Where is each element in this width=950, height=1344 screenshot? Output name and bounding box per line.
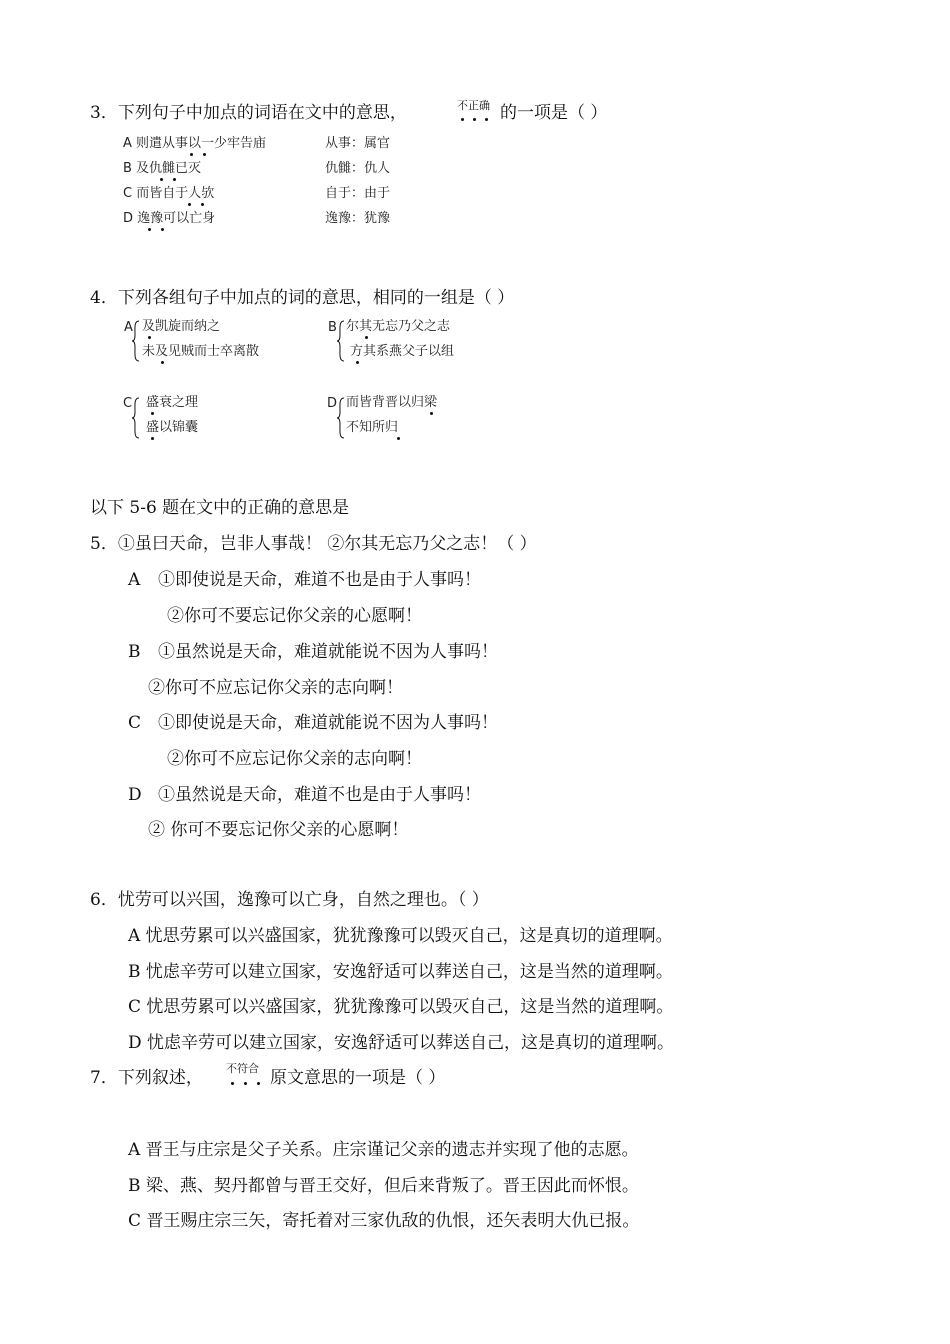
q4-line: 未及见贼而士卒离散 bbox=[142, 344, 260, 359]
q4-group-label: A bbox=[124, 320, 133, 335]
q5-option-line: ②你可不要忘记你父亲的心愿啊！ bbox=[167, 606, 422, 626]
q5-option-label: C bbox=[128, 713, 142, 733]
q7-stem-prefix: 7．下列叙述， bbox=[90, 1068, 203, 1088]
q4-group-label: D bbox=[327, 396, 338, 411]
emphasis-dot bbox=[430, 412, 433, 415]
q7-option: C 晋王赐庄宗三矢，寄托着对三家仇敌的仇恨，还矢表明大仇已报。 bbox=[128, 1211, 640, 1231]
q3-option-sentence: B 及仇雠已灭 bbox=[123, 161, 202, 176]
emphasis-dot bbox=[148, 228, 151, 231]
q3-stem-suffix: 的一项是（ ） bbox=[500, 103, 608, 123]
emphasis-dot bbox=[461, 118, 464, 121]
emphasis-dot bbox=[257, 1082, 260, 1085]
q5-option-line: ①虽然说是天命，难道不也是由于人事吗！ bbox=[158, 785, 481, 805]
brace-icon bbox=[336, 320, 345, 362]
q7-stem-suffix: 原文意思的一项是（ ） bbox=[270, 1068, 446, 1088]
q6-option: C 忧思劳累可以兴盛国家，犹犹豫豫可以毁灭自己，这是当然的道理啊。 bbox=[128, 997, 674, 1017]
emphasis-dot bbox=[485, 118, 488, 121]
emphasis-dot bbox=[151, 412, 154, 415]
q5-option-label: B bbox=[128, 642, 141, 662]
q4-stem: 4．下列各组句子中加点的词的意思，相同的一组是（ ） bbox=[90, 288, 515, 308]
emphasis-dot bbox=[203, 153, 206, 156]
brace-icon bbox=[131, 397, 140, 439]
q4-line: 不知所归 bbox=[346, 420, 399, 435]
q7-option: B 梁、燕、契丹都曾与晋王交好，但后来背叛了。晋王因此而怀恨。 bbox=[128, 1176, 639, 1196]
emphasis-dot bbox=[365, 336, 368, 339]
q3-option-gloss: 从事：属官 bbox=[325, 136, 391, 151]
q4-group-label: B bbox=[328, 320, 337, 335]
q5-option-line: ①即使说是天命，难道就能说不因为人事吗！ bbox=[158, 713, 498, 733]
q4-group-label: C bbox=[123, 396, 133, 411]
q3-marked-text: 不正确 bbox=[457, 99, 490, 112]
q3-option-gloss: 自于：由于 bbox=[325, 186, 391, 201]
q5-option-line: ①即使说是天命，难道不也是由于人事吗！ bbox=[158, 570, 481, 590]
emphasis-dot bbox=[473, 118, 476, 121]
emphasis-dot bbox=[190, 153, 193, 156]
q5-option-label: D bbox=[128, 785, 142, 805]
q3-option-gloss: 逸豫：犹豫 bbox=[325, 211, 391, 226]
q6-option: B 忧虑辛劳可以建立国家，安逸舒适可以葬送自己，这是当然的道理啊。 bbox=[128, 962, 673, 982]
emphasis-dot bbox=[231, 1082, 234, 1085]
emphasis-dot bbox=[201, 203, 204, 206]
q4-line: 方其系燕父子以组 bbox=[350, 344, 455, 359]
q5-option-line: ②你可不应忘记你父亲的志向啊！ bbox=[148, 678, 403, 698]
q5-stem: 5．①虽曰天命，岂非人事哉！ ②尔其无忘乃父之志！（ ） bbox=[90, 534, 537, 554]
q5-option-line: ②你可不应忘记你父亲的志向啊！ bbox=[167, 749, 422, 769]
section-intro: 以下 5-6 题在文中的正确的意思是 bbox=[90, 498, 350, 518]
q4-line: 而皆背晋以归梁 bbox=[346, 395, 438, 410]
q4-line: 尔其无忘乃父之志 bbox=[346, 319, 451, 334]
emphasis-dot bbox=[161, 228, 164, 231]
q6-stem: 6．忧劳可以兴国，逸豫可以亡身，自然之理也。（ ） bbox=[90, 890, 489, 910]
q3-option-sentence: C 而皆自于人欤 bbox=[123, 186, 215, 201]
emphasis-dot bbox=[148, 336, 151, 339]
q3-stem-prefix: 3．下列句子中加点的词语在文中的意思， bbox=[90, 103, 407, 123]
q5-option-line: ② 你可不要忘记你父亲的心愿啊！ bbox=[148, 820, 409, 840]
q4-line: 盛以锦囊 bbox=[146, 420, 199, 435]
q3-option-sentence: A 则遣从事以一少牢告庙 bbox=[123, 136, 267, 151]
emphasis-dot bbox=[151, 437, 154, 440]
q3-option-sentence: D 逸豫可以亡身 bbox=[123, 211, 216, 226]
brace-icon bbox=[131, 320, 140, 362]
emphasis-dot bbox=[356, 361, 359, 364]
emphasis-dot bbox=[173, 178, 176, 181]
q5-option-label: A bbox=[128, 570, 141, 590]
q3-option-gloss: 仇雠：仇人 bbox=[325, 161, 391, 176]
q7-option: A 晋王与庄宗是父子关系。庄宗谨记父亲的遗志并实现了他的志愿。 bbox=[128, 1140, 639, 1160]
q6-option: A 忧思劳累可以兴盛国家，犹犹豫豫可以毁灭自己，这是真切的道理啊。 bbox=[128, 926, 673, 946]
q5-option-line: ①虽然说是天命，难道就能说不因为人事吗！ bbox=[158, 642, 498, 662]
emphasis-dot bbox=[244, 1082, 247, 1085]
brace-icon bbox=[336, 397, 345, 439]
emphasis-dot bbox=[160, 178, 163, 181]
emphasis-dot bbox=[188, 203, 191, 206]
q4-line: 盛衰之理 bbox=[146, 395, 199, 410]
q7-marked-text: 不符合 bbox=[226, 1062, 259, 1075]
emphasis-dot bbox=[161, 361, 164, 364]
q4-line: 及凯旋而纳之 bbox=[142, 319, 221, 334]
q6-option: D 忧虑辛劳可以建立国家，安逸舒适可以葬送自己，这是真切的道理啊。 bbox=[128, 1033, 675, 1053]
emphasis-dot bbox=[397, 437, 400, 440]
